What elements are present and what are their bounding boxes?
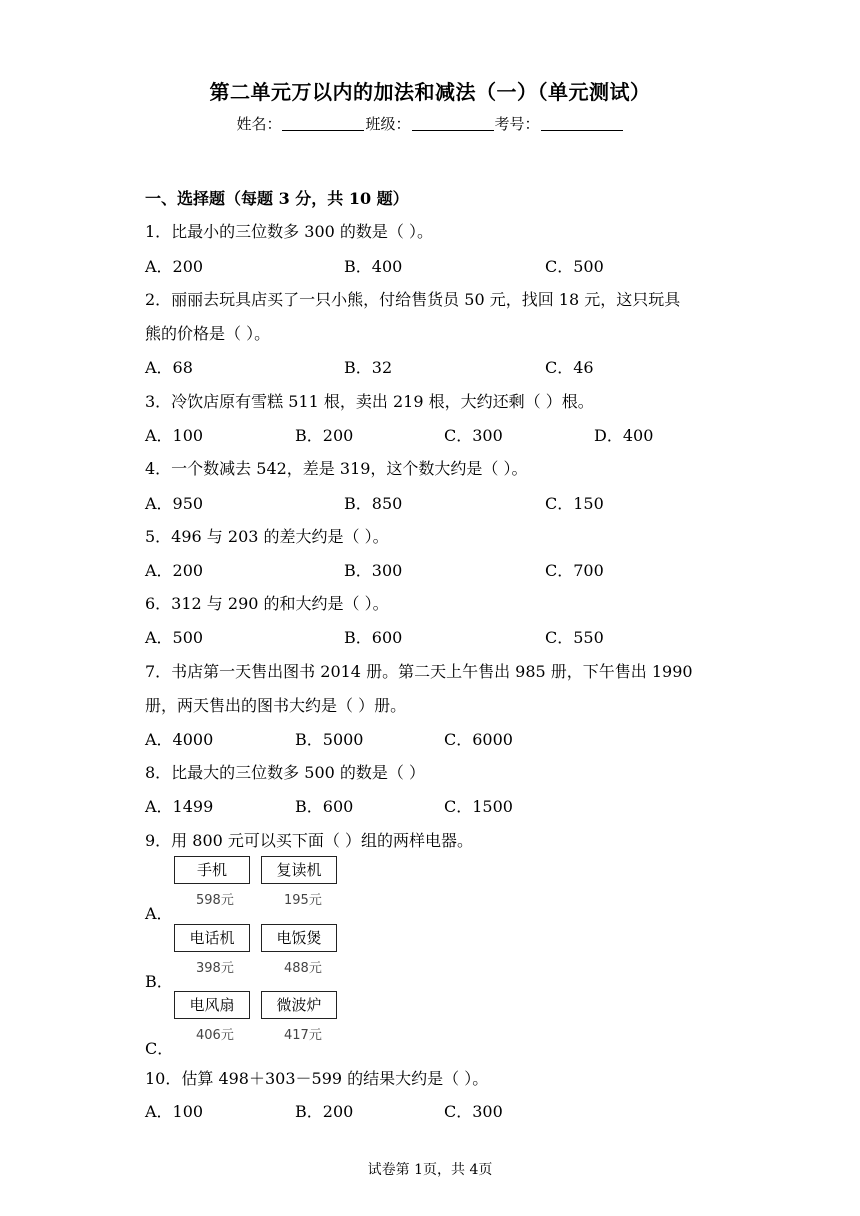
q1-option-a[interactable]: A．200 bbox=[145, 257, 204, 276]
question-8: 8．比最大的三位数多 500 的数是（ ） bbox=[145, 763, 425, 782]
q7-option-b[interactable]: B．5000 bbox=[295, 730, 364, 749]
q6-option-a[interactable]: A．500 bbox=[145, 628, 204, 647]
q2-option-c[interactable]: C．46 bbox=[545, 358, 594, 377]
q2-option-a[interactable]: A．68 bbox=[145, 358, 193, 377]
q4-option-b[interactable]: B．850 bbox=[344, 494, 403, 513]
class-blank[interactable] bbox=[412, 116, 494, 131]
q7-option-a[interactable]: A．4000 bbox=[145, 730, 214, 749]
appliance-box-phone: 手机 bbox=[174, 856, 250, 884]
q8-option-b[interactable]: B．600 bbox=[295, 797, 354, 816]
question-1: 1．比最小的三位数多 300 的数是（ ）。 bbox=[145, 222, 433, 241]
question-7-line-1: 7．书店第一天售出图书 2014 册。第二天上午售出 985 册，下午售出 1990 bbox=[145, 662, 693, 681]
q5-option-c[interactable]: C．700 bbox=[545, 561, 604, 580]
student-info-line bbox=[0, 113, 860, 134]
q3-option-d[interactable]: D．400 bbox=[594, 426, 654, 445]
q3-option-a[interactable]: A．100 bbox=[145, 426, 204, 445]
q6-option-c[interactable]: C．550 bbox=[545, 628, 604, 647]
appliance-box-repeater: 复读机 bbox=[261, 856, 337, 884]
question-4: 4．一个数减去 542，差是 319，这个数大约是（ ）。 bbox=[145, 459, 528, 478]
section-heading: 一、选择题（每题 3 分，共 10 题） bbox=[145, 189, 409, 208]
page-title: 第二单元万以内的加法和减法（一）（单元测试） bbox=[209, 80, 651, 104]
q10-option-b[interactable]: B．200 bbox=[295, 1102, 354, 1121]
name-blank[interactable] bbox=[282, 116, 364, 131]
question-2-line-1: 2．丽丽去玩具店买了一只小熊，付给售货员 50 元，找回 18 元，这只玩具 bbox=[145, 290, 681, 309]
appliance-box-microwave: 微波炉 bbox=[261, 991, 337, 1019]
q5-option-b[interactable]: B．300 bbox=[344, 561, 403, 580]
q2-option-b[interactable]: B．32 bbox=[344, 358, 393, 377]
q8-option-c[interactable]: C．1500 bbox=[444, 797, 513, 816]
q4-option-a[interactable]: A．950 bbox=[145, 494, 204, 513]
price-rice-cooker: 488元 bbox=[284, 961, 322, 976]
q1-option-c[interactable]: C．500 bbox=[545, 257, 604, 276]
q9-option-a[interactable]: A． bbox=[145, 904, 173, 923]
question-2-line-2: 熊的价格是（ ）。 bbox=[145, 324, 271, 343]
price-telephone: 398元 bbox=[196, 961, 234, 976]
price-phone: 598元 bbox=[196, 893, 234, 908]
question-5: 5．496 与 203 的差大约是（ ）。 bbox=[145, 527, 389, 546]
question-9: 9．用 800 元可以买下面（ ）组的两样电器。 bbox=[145, 831, 473, 850]
name-label: 姓名： bbox=[236, 115, 282, 133]
price-fan: 406元 bbox=[196, 1028, 234, 1043]
appliance-box-telephone: 电话机 bbox=[174, 924, 250, 952]
question-7-line-2: 册，两天售出的图书大约是（ ）册。 bbox=[145, 696, 407, 715]
price-microwave: 417元 bbox=[284, 1028, 322, 1043]
question-10: 10．估算 498＋303－599 的结果大约是（ ）。 bbox=[145, 1069, 489, 1088]
page-footer: 试卷第 1页，共 4页 bbox=[367, 1162, 493, 1178]
q10-option-a[interactable]: A．100 bbox=[145, 1102, 204, 1121]
q4-option-c[interactable]: C．150 bbox=[545, 494, 604, 513]
question-3: 3．冷饮店原有雪糕 511 根，卖出 219 根，大约还剩（ ）根。 bbox=[145, 392, 594, 411]
class-label: 班级： bbox=[365, 115, 411, 133]
question-6: 6．312 与 290 的和大约是（ ）。 bbox=[145, 594, 389, 613]
exam-no-label: 考号： bbox=[494, 115, 540, 133]
appliance-box-rice-cooker: 电饭煲 bbox=[261, 924, 337, 952]
price-repeater: 195元 bbox=[284, 893, 322, 908]
exam-no-blank[interactable] bbox=[541, 116, 623, 131]
q7-option-c[interactable]: C．6000 bbox=[444, 730, 513, 749]
q8-option-a[interactable]: A．1499 bbox=[145, 797, 214, 816]
q9-option-c[interactable]: C． bbox=[145, 1039, 174, 1058]
q3-option-c[interactable]: C．300 bbox=[444, 426, 503, 445]
q10-option-c[interactable]: C．300 bbox=[444, 1102, 503, 1121]
q5-option-a[interactable]: A．200 bbox=[145, 561, 204, 580]
q9-option-b[interactable]: B． bbox=[145, 972, 173, 991]
q6-option-b[interactable]: B．600 bbox=[344, 628, 403, 647]
q1-option-b[interactable]: B．400 bbox=[344, 257, 403, 276]
q3-option-b[interactable]: B．200 bbox=[295, 426, 354, 445]
appliance-box-fan: 电风扇 bbox=[174, 991, 250, 1019]
